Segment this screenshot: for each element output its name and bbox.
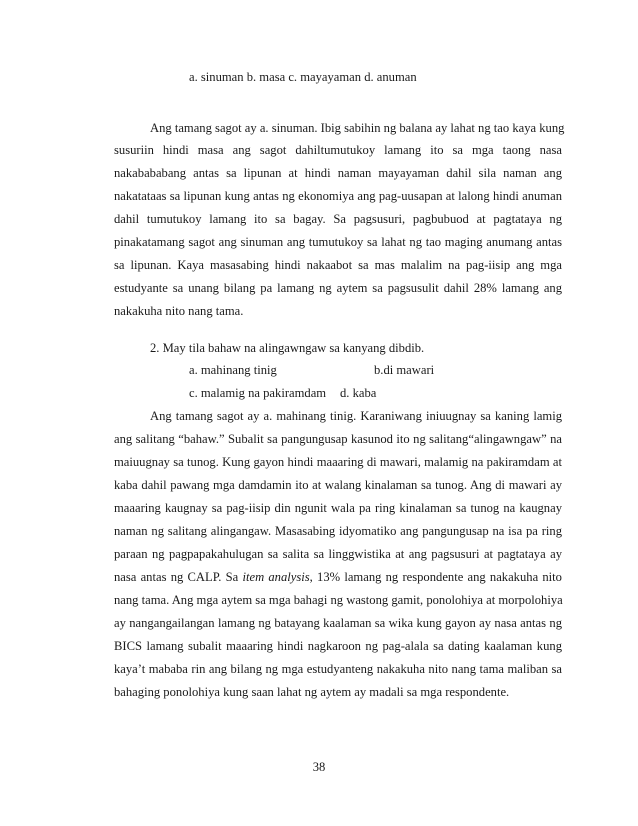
paragraph-line: maiuugnay sa tunog. Kung gayon hindi maaaring di mawari, malamig na pakiramdam at bbox=[114, 455, 562, 469]
paragraph-line: estudyante sa unang bilang pa lamang ng aytem sa pagsusulit dahil 28% lamang ang bbox=[114, 281, 562, 295]
calp-text-start: nasa antas ng CALP. Sa bbox=[114, 570, 243, 584]
paragraph-line: nakakuha nito nang tama. bbox=[114, 304, 244, 318]
paragraph-line: Ang tamang sagot ay a. mahinang tinig. Karaniwang iniuugnay sa kaning lamig bbox=[150, 409, 562, 423]
paragraph-line: ang salitang “bahaw.” Subalit sa pangungusap kasunod ito ng salitang“alingawngaw” na bbox=[114, 432, 562, 446]
paragraph-line: bahaging ponolohiya kung saan lahat ng aytem ay madali sa mga respondente. bbox=[114, 685, 510, 699]
paragraph-line: nakatataas sa lipunan kung antas ng ekonomiya ang pag-uusapan at lalong hindi anuman bbox=[114, 189, 562, 203]
paragraph-line: pinakatamang sagot ang sinuman ang tumutukoy sa lahat ng tao maging anumang antas bbox=[114, 235, 562, 249]
paragraph-line: nang tama. Ang mga aytem sa mga bahagi ng wastong gamit, ponolohiya at morpolohiya bbox=[114, 593, 563, 607]
paragraph-line: ay nangangailangan lamang ng batayang kaalaman sa wika kung gayon ay nasa antas ng bbox=[114, 616, 562, 630]
paragraph-line: sa lipunan. Kaya masasabing hindi nakaabot sa mas malalim na pag-iisip ang mga bbox=[114, 258, 562, 272]
paragraph-line: Ang tamang sagot ay a. sinuman. Ibig sabihin ng balana ay lahat ng tao kaya kung bbox=[150, 121, 565, 135]
paragraph-line: BICS lamang subalit maaaring hindi nagkaroon ng pag-alala sa dating kaalaman kung bbox=[114, 639, 562, 653]
paragraph-line: paraan ng pagpapakahulugan sa salita sa linggwistika at ang pagsusuri at pagtataya ay bbox=[114, 547, 562, 561]
paragraph-line bbox=[114, 570, 562, 585]
q2-choice-c: c. malamig na pakiramdam bbox=[189, 386, 327, 400]
q2-question: 2. May tila bahaw na alingawngaw sa kanyang dibdib. bbox=[150, 341, 425, 355]
paragraph-line: maaaring kaugnay sa pag-iisip din ngunit wala pa ring kinalaman sa tunog na kaugnay bbox=[114, 501, 562, 515]
q2-choice-a: a. mahinang tinig bbox=[189, 363, 277, 377]
paragraph-line: susuriin hindi masa ang sagot dahiltumutukoy lamang ito sa mga taong nasa bbox=[114, 143, 562, 157]
italic-term: item analysis bbox=[242, 570, 310, 584]
page-number: 38 bbox=[312, 760, 326, 774]
q2-choice-b: b.di mawari bbox=[374, 363, 435, 377]
paragraph-line: dahil tumutukoy lamang ito sa bagay. Sa pagsusuri, pagbubuod at pagtataya ng bbox=[114, 212, 562, 226]
q1-choices: a. sinuman b. masa c. mayayaman d. anuman bbox=[189, 70, 417, 84]
calp-text-end: , 13% lamang ng respondente ang nakakuha nito bbox=[309, 570, 562, 584]
paragraph-line: nakabababang antas sa lipunan at hindi naman mayayaman dahil sila naman ang bbox=[114, 166, 562, 180]
paragraph-line: kaba dahil pawang mga damdamin ito at walang kinalaman sa tunog. Ang di mawari ay bbox=[114, 478, 562, 492]
q2-choice-d: d. kaba bbox=[340, 386, 377, 400]
paragraph-line: kaya’t mababa rin ang bilang ng mga estudyanteng nakakuha nito nang tama maliban sa bbox=[114, 662, 562, 676]
paragraph-line: naman ng salitang alingangaw. Masasabing idyomatiko ang pangungusap na isa pa ring bbox=[114, 524, 562, 538]
